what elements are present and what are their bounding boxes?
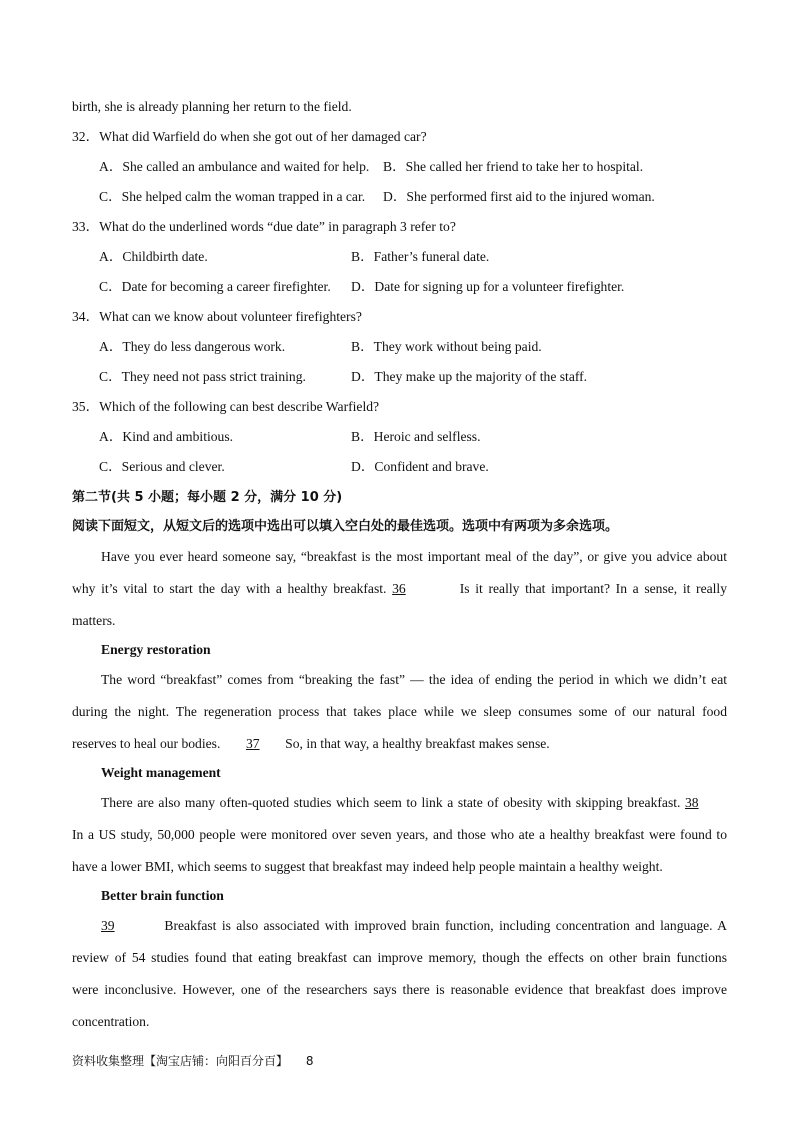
passage-p2-line3	[72, 735, 550, 753]
question-32-option-a: A．She called an ambulance and waited for help.	[99, 159, 370, 174]
passage-p1-line2	[72, 580, 727, 598]
question-35-option-b: B．Heroic and selfless.	[351, 429, 481, 444]
footer-source: 资料收集整理【淘宝店铺：向阳百分百】	[72, 1054, 289, 1068]
question-32-option-b: B．She called her friend to take her to hospital.	[383, 159, 644, 174]
passage-p3-line1-a: There are also many often-quoted studies which seem to link a state of obesity with skipping breakfast.	[101, 795, 681, 810]
passage-p2-line2: during the night. The regeneration process that takes place while we sleep consumes some of our natural food	[72, 704, 727, 719]
blank-36: 36	[392, 581, 406, 596]
question-33-option-a: A．Childbirth date.	[99, 249, 208, 264]
question-33-stem: 33．What do the underlined words “due date” in paragraph 3 refer to?	[72, 219, 456, 234]
blank-38: 38	[684, 795, 699, 810]
passage-p1-line3: matters.	[72, 613, 116, 628]
question-35-option-c: C．Serious and clever.	[99, 459, 225, 474]
passage-p4-line2: review of 54 studies found that eating breakfast can improve memory, though the effects on other brain functions	[72, 950, 727, 965]
passage-p3-line3: have a lower BMI, which seems to suggest that breakfast may indeed help people maintain a healthy weight.	[72, 859, 663, 874]
passage-p2-line3-a: reserves to heal our bodies.	[72, 736, 221, 751]
section-title: 第二节(共 5 小题；每小题 2 分，满分 10 分)	[72, 490, 343, 505]
passage-p1-line2-b: Is it really that important? In a sense, it really	[459, 581, 728, 596]
question-34-stem: 34．What can we know about volunteer firefighters?	[72, 309, 362, 324]
passage-p2-line3-b: So, in that way, a healthy breakfast makes sense.	[285, 736, 550, 751]
heading-better-brain-function: Better brain function	[101, 888, 224, 903]
question-32-option-c: C．She helped calm the woman trapped in a car.	[99, 189, 366, 204]
question-34-option-d: D．They make up the majority of the staff.	[351, 369, 588, 384]
question-32-option-d: D．She performed first aid to the injured woman.	[383, 189, 655, 204]
passage-p4-line4: concentration.	[72, 1014, 150, 1029]
continuation-text: birth, she is already planning her return to the field.	[72, 99, 352, 114]
blank-39: 39	[101, 918, 115, 933]
question-33-option-d: D．Date for signing up for a volunteer firefighter.	[351, 279, 625, 294]
question-34-option-c: C．They need not pass strict training.	[99, 369, 306, 384]
question-33-option-c: C．Date for becoming a career firefighter.	[99, 279, 331, 294]
section-instruction: 阅读下面短文，从短文后的选项中选出可以填入空白处的最佳选项。选项中有两项为多余选项。	[72, 519, 619, 534]
question-35-option-a: A．Kind and ambitious.	[99, 429, 234, 444]
question-35-option-d: D．Confident and brave.	[351, 459, 489, 474]
page-number: 8	[305, 1054, 314, 1068]
question-35-stem: 35．Which of the following can best describe Warfield?	[72, 399, 380, 414]
passage-p4-line3: were inconclusive. However, one of the researchers says there is reasonable evidence that breakfast does improve	[72, 982, 727, 997]
question-34-option-a: A．They do less dangerous work.	[99, 339, 286, 354]
passage-p1-line2-a: why it’s vital to start the day with a healthy breakfast.	[72, 581, 387, 596]
passage-p4-line1-b: Breakfast is also associated with improved brain function, including concentration and language. A	[164, 918, 727, 933]
question-33-option-b: B．Father’s funeral date.	[351, 249, 490, 264]
passage-p3-line2: In a US study, 50,000 people were monitored over seven years, and those who ate a healthy breakfast were found to	[72, 827, 727, 842]
passage-p4-line1	[101, 917, 727, 935]
page-footer	[72, 1052, 313, 1069]
question-32-stem: 32．What did Warfield do when she got out of her damaged car?	[72, 129, 427, 144]
heading-weight-management: Weight management	[101, 765, 221, 780]
blank-37: 37	[245, 736, 260, 751]
heading-energy-restoration: Energy restoration	[101, 642, 211, 657]
passage-p2-line1: The word “breakfast” comes from “breaking the fast” — the idea of ending the period in which we didn’t eat	[101, 672, 727, 687]
passage-p1-line1: Have you ever heard someone say, “breakfast is the most important meal of the day”, or give you advice about	[101, 549, 727, 564]
question-34-option-b: B．They work without being paid.	[351, 339, 542, 354]
passage-p3-line1	[101, 794, 727, 812]
